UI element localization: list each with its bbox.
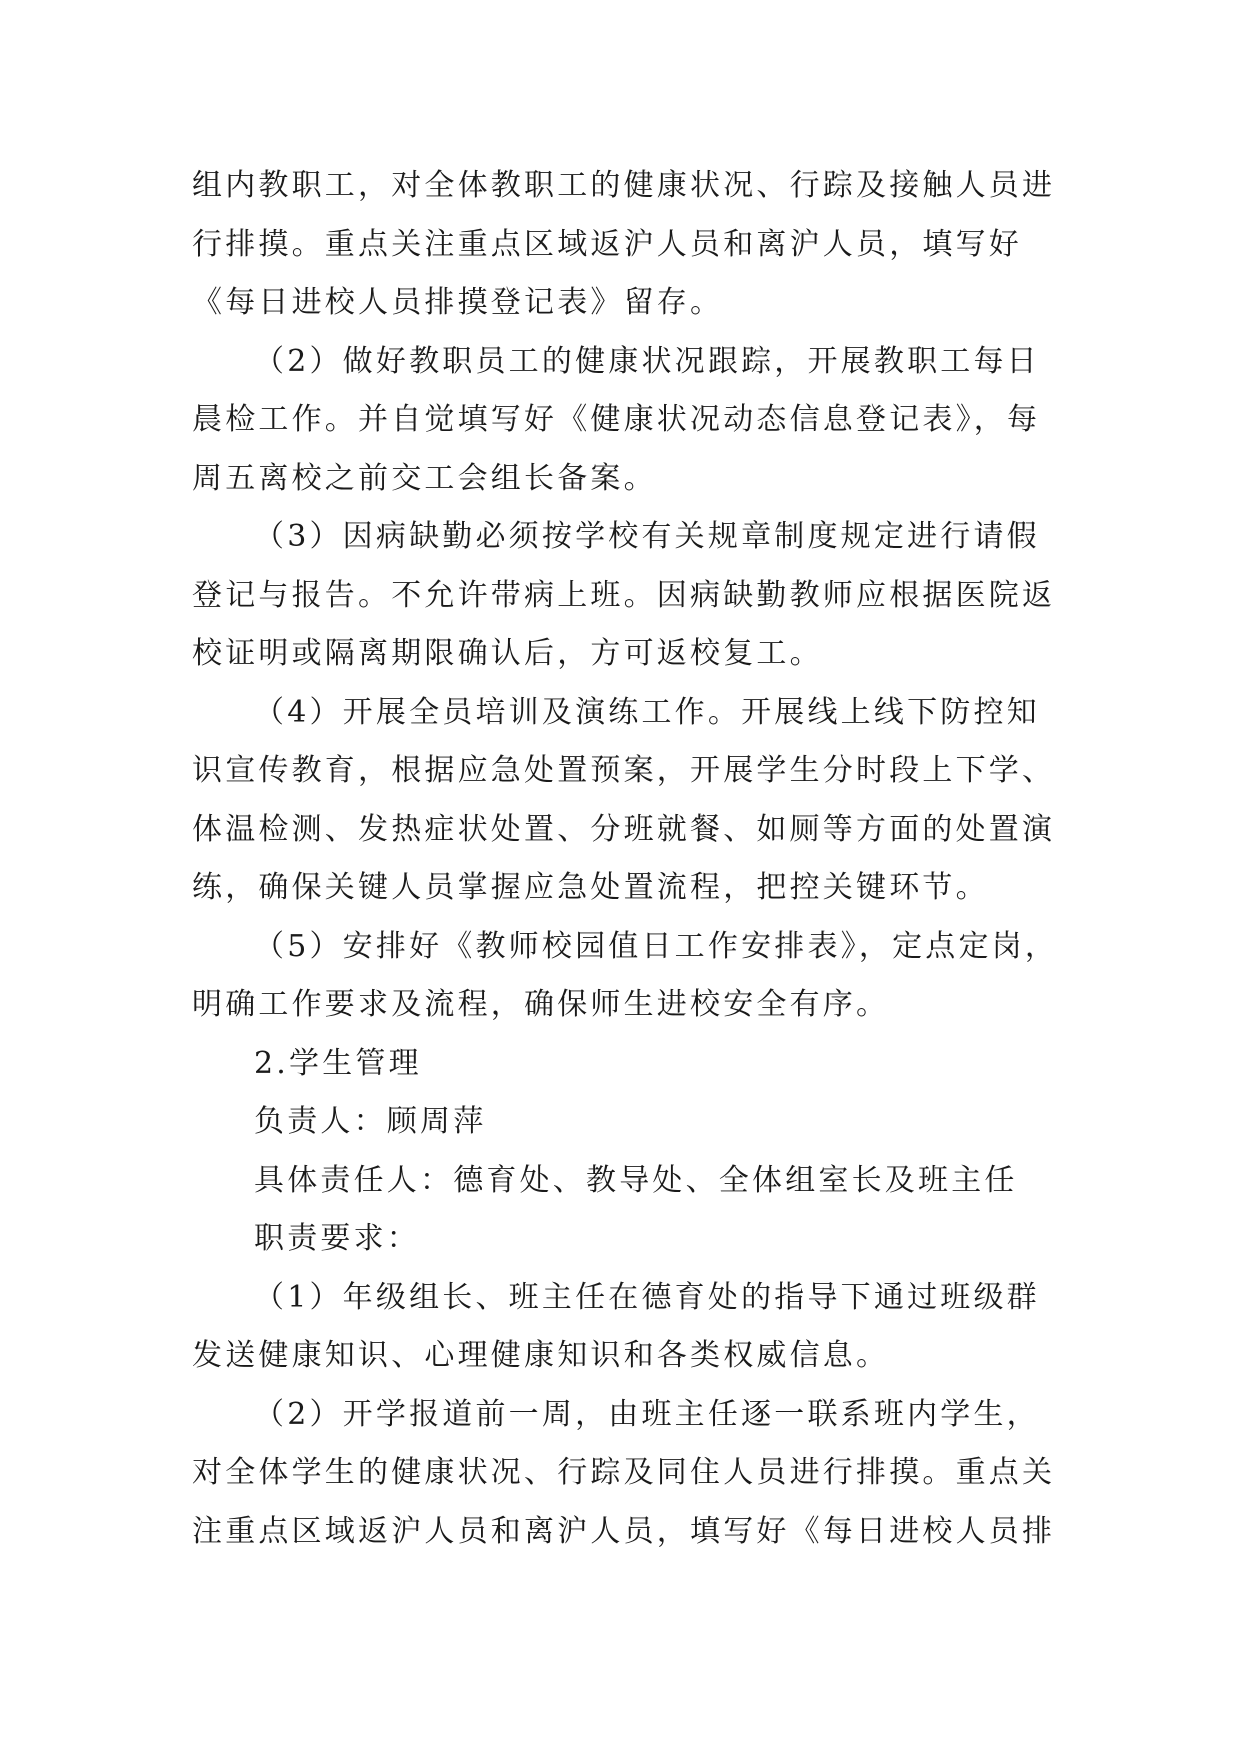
text-line: 对全体学生的健康状况、行踪及同住人员进行排摸。重点关: [192, 1455, 1056, 1490]
paragraph-start-line: （4）开展全员培训及演练工作。开展线上线下防控知: [254, 694, 1040, 730]
text-line: 注重点区域返沪人员和离沪人员，填写好《每日进校人员排: [192, 1513, 1056, 1549]
text-line: 发送健康知识、心理健康知识和各类权威信息。: [192, 1338, 890, 1373]
specific-responsible-line: 具体责任人：德育处、教导处、全体组室长及班主任: [254, 1162, 1018, 1198]
text-line: 晨检工作。并自觉填写好《健康状况动态信息登记表》，每: [192, 402, 1041, 437]
text-line: 识宣传教育，根据应急处置预案，开展学生分时段上下学、: [192, 753, 1056, 788]
section-heading: 2.学生管理: [254, 1045, 422, 1081]
text-line: 练，确保关键人员掌握应急处置流程，把控关键环节。: [192, 870, 989, 905]
text-line: 行排摸。重点关注重点区域返沪人员和离沪人员，填写好: [192, 226, 1022, 262]
document-body: [192, 157, 1062, 1561]
paragraph-start-line: （2）开学报道前一周，由班主任逐一联系班内学生，: [254, 1396, 1040, 1432]
responsible-person-line: 负责人：顾周萍: [254, 1104, 487, 1139]
text-line: 明确工作要求及流程，确保师生进校安全有序。: [192, 987, 890, 1022]
text-line: 组内教职工，对全体教职工的健康状况、行踪及接触人员进: [192, 168, 1056, 203]
text-line: 登记与报告。不允许带病上班。因病缺勤教师应根据医院返: [192, 577, 1056, 613]
text-line: 周五离校之前交工会组长备案。: [192, 460, 657, 496]
text-line: 体温检测、发热症状处置、分班就餐、如厕等方面的处置演: [192, 811, 1056, 847]
duty-requirements-label: 职责要求：: [254, 1221, 420, 1256]
text-line: 校证明或隔离期限确认后，方可返校复工。: [192, 636, 823, 671]
paragraph-start-line: （3）因病缺勤必须按学校有关规章制度规定进行请假: [254, 519, 1040, 554]
paragraph-start-line: （1）年级组长、班主任在德育处的指导下通过班级群: [254, 1279, 1040, 1315]
paragraph-start-line: （2）做好教职员工的健康状况跟踪，开展教职工每日: [254, 343, 1040, 379]
text-line: 《每日进校人员排摸登记表》留存。: [192, 285, 724, 320]
paragraph-start-line: （5）安排好《教师校园值日工作安排表》，定点定岗，: [254, 928, 1059, 964]
